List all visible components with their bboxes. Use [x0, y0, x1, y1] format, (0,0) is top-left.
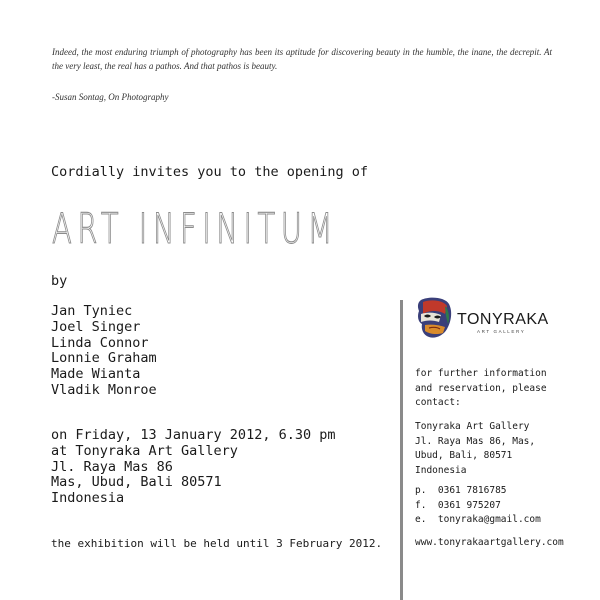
- gallery-logo-subtitle: ART GALLERY: [477, 329, 526, 334]
- gallery-logo-name: TONYRAKA: [457, 311, 549, 328]
- artist-name: Lonnie Graham: [51, 350, 157, 367]
- exhibition-title: [52, 198, 352, 253]
- info-text: [415, 367, 547, 411]
- website-link: www.tonyrakaartgallery.com: [415, 537, 564, 548]
- event-city: Mas, Ubud, Bali 80571: [51, 474, 222, 491]
- info-line: contact:: [415, 397, 461, 409]
- info-line: and reservation, please: [415, 382, 547, 394]
- artist-list: [51, 304, 157, 399]
- event-venue: at Tonyraka Art Gallery: [51, 442, 238, 459]
- contact-details: [415, 484, 541, 528]
- artist-name: Made Wianta: [51, 366, 141, 383]
- gallery-address-line: Tonyraka Art Gallery: [415, 421, 530, 432]
- phone-number: p. 0361 7816785: [415, 485, 507, 496]
- artist-name: Jan Tyniec: [51, 303, 133, 319]
- by-label: by: [51, 273, 68, 289]
- event-street: Jl. Raya Mas 86: [51, 458, 173, 475]
- artist-name: Vladik Monroe: [51, 381, 157, 398]
- gallery-address-line: Ubud, Bali, 80571: [415, 450, 513, 462]
- gallery-address: [415, 420, 535, 478]
- fax-number: f. 0361 975207: [415, 499, 501, 511]
- event-date: on Friday, 13 January 2012, 6.30 pm: [51, 427, 336, 443]
- artist-name: Joel Singer: [51, 318, 141, 335]
- exhibition-title-graphic: [52, 198, 352, 253]
- invitation-line: Cordially invites you to the opening of: [51, 164, 368, 180]
- gallery-address-line: Jl. Raya Mas 86, Mas,: [415, 435, 536, 447]
- info-line: for further information: [415, 368, 547, 379]
- sontag-quote: Indeed, the most enduring triumph of photography has been its aptitude for discovering beauty in the humble, the inane, the decrepit. At the very least, the real has a pathos. And that pathos is beauty.: [52, 47, 552, 71]
- painted-mask-icon: [415, 296, 455, 340]
- quote-attribution: -Susan Sontag, On Photography: [52, 92, 169, 102]
- artist-name: Linda Connor: [51, 334, 149, 351]
- email-address: e. tonyraka@gmail.com: [415, 514, 541, 526]
- exhibition-end-note: the exhibition will be held until 3 February 2012.: [51, 537, 383, 550]
- exhibition-title-text: ART INFINITUM: [52, 204, 338, 253]
- event-details: [51, 428, 335, 507]
- gallery-logo: [415, 296, 565, 342]
- gallery-address-line: Indonesia: [415, 464, 467, 476]
- sidebar-divider: [400, 300, 403, 600]
- event-country: Indonesia: [51, 490, 125, 507]
